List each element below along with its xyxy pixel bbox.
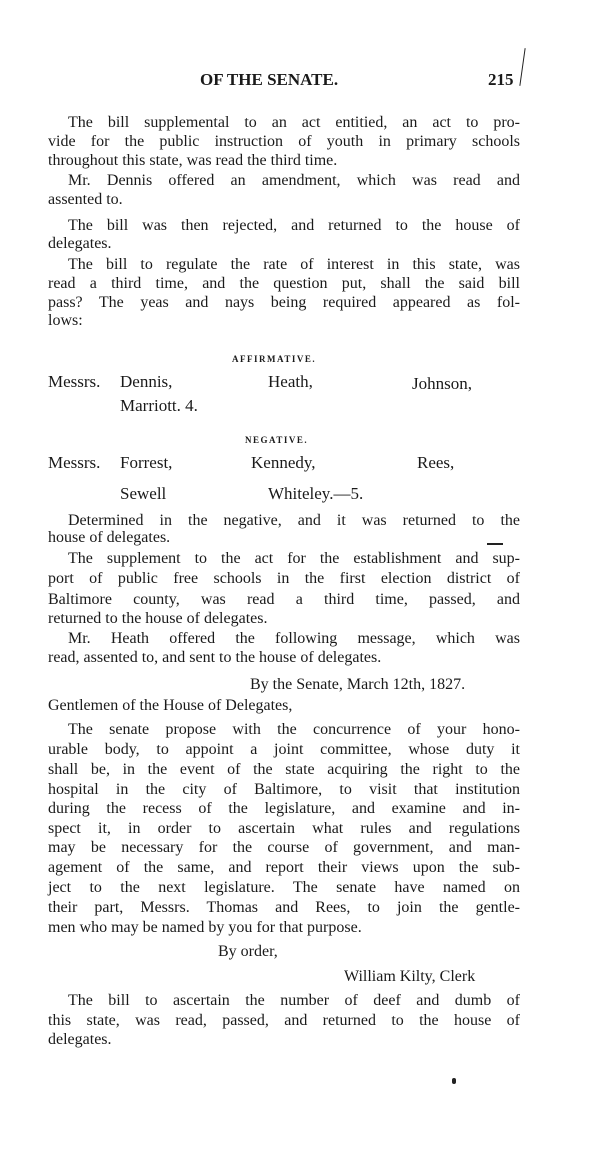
text-line: urable body, to appoint a joint committee, whose duty it — [48, 741, 520, 758]
text-line: throughout this state, was read the third time. — [48, 152, 338, 169]
text-line: read a third time, and the question put, shall the said bill — [48, 275, 520, 292]
text-line: The bill supplemental to an act entitied, an act to pro- — [68, 114, 520, 131]
text-line: read, assented to, and sent to the house of delegates. — [48, 649, 382, 666]
text-line: The bill to regulate the rate of interest in this state, was — [68, 256, 520, 273]
messrs-label: Messrs. — [48, 372, 101, 391]
text-line: hospital in the city of Baltimore, to visit that institution — [48, 781, 520, 798]
margin-mark — [519, 48, 525, 86]
text-line: vide for the public instruction of youth in primary schools — [48, 133, 520, 150]
senator-name: Johnson, — [412, 374, 472, 393]
message-dateline: By the Senate, March 12th, 1827. — [250, 676, 466, 693]
text-line: delegates. — [48, 235, 112, 252]
running-head: OF THE SENATE. — [200, 70, 339, 89]
text-line: Baltimore county, was read a third time, passed, and — [48, 591, 520, 608]
vote-heading: AFFIRMATIVE. — [232, 354, 317, 364]
text-line: spect it, in order to ascertain what rules and regulations — [48, 820, 520, 837]
text-line: shall be, in the event of the state acquiring the right to the — [48, 761, 520, 778]
senator-name: Marriott. 4. — [120, 396, 198, 415]
senator-name: Kennedy, — [251, 453, 316, 472]
page-number: 215 — [488, 70, 514, 89]
text-line: The bill to ascertain the number of deef and dumb of — [68, 992, 520, 1009]
senator-name: Dennis, — [120, 372, 173, 391]
text-line: The supplement to the act for the establishment and sup- — [68, 550, 520, 567]
text-line: ject to the next legislature. The senate have named on — [48, 879, 520, 896]
text-line: lows: — [48, 312, 83, 329]
text-line: port of public free schools in the first election district of — [48, 570, 520, 587]
senator-name: Forrest, — [120, 453, 173, 472]
senator-name: Heath, — [268, 372, 313, 391]
text-line: agement of the same, and report their views upon the sub- — [48, 859, 520, 876]
message-signature: William Kilty, Clerk — [344, 968, 476, 985]
text-line: may be necessary for the course of government, and man- — [48, 839, 520, 856]
text-line: The senate propose with the concurrence of your hono- — [68, 721, 520, 738]
text-line: assented to. — [48, 191, 123, 208]
text-line: delegates. — [48, 1031, 112, 1048]
vote-heading: NEGATIVE. — [245, 435, 309, 445]
text-line: their part, Messrs. Thomas and Rees, to join the gentle- — [48, 899, 520, 916]
text-line: Determined in the negative, and it was returned to the — [68, 512, 520, 529]
printer-signature-mark — [452, 1078, 456, 1084]
text-line: returned to the house of delegates. — [48, 610, 268, 627]
text-line: Mr. Heath offered the following message, which was — [68, 630, 520, 647]
printer-mark — [487, 543, 503, 545]
text-line: men who may be named by you for that purpose. — [48, 919, 362, 936]
text-line: this state, was read, passed, and returned to the house of — [48, 1012, 520, 1029]
messrs-label: Messrs. — [48, 453, 101, 472]
text-line: during the recess of the legislature, and examine and in- — [48, 800, 520, 817]
senator-name: Rees, — [417, 453, 455, 472]
text-line: house of delegates. — [48, 529, 171, 546]
text-line: pass? The yeas and nays being required appeared as fol- — [48, 294, 520, 311]
message-closing: By order, — [218, 943, 278, 960]
text-line: The bill was then rejected, and returned to the house of — [68, 217, 520, 234]
text-line: Mr. Dennis offered an amendment, which was read and — [68, 172, 520, 189]
senator-name: Whiteley.—5. — [268, 484, 364, 503]
message-salutation: Gentlemen of the House of Delegates, — [48, 697, 293, 714]
senator-name: Sewell — [120, 484, 167, 503]
